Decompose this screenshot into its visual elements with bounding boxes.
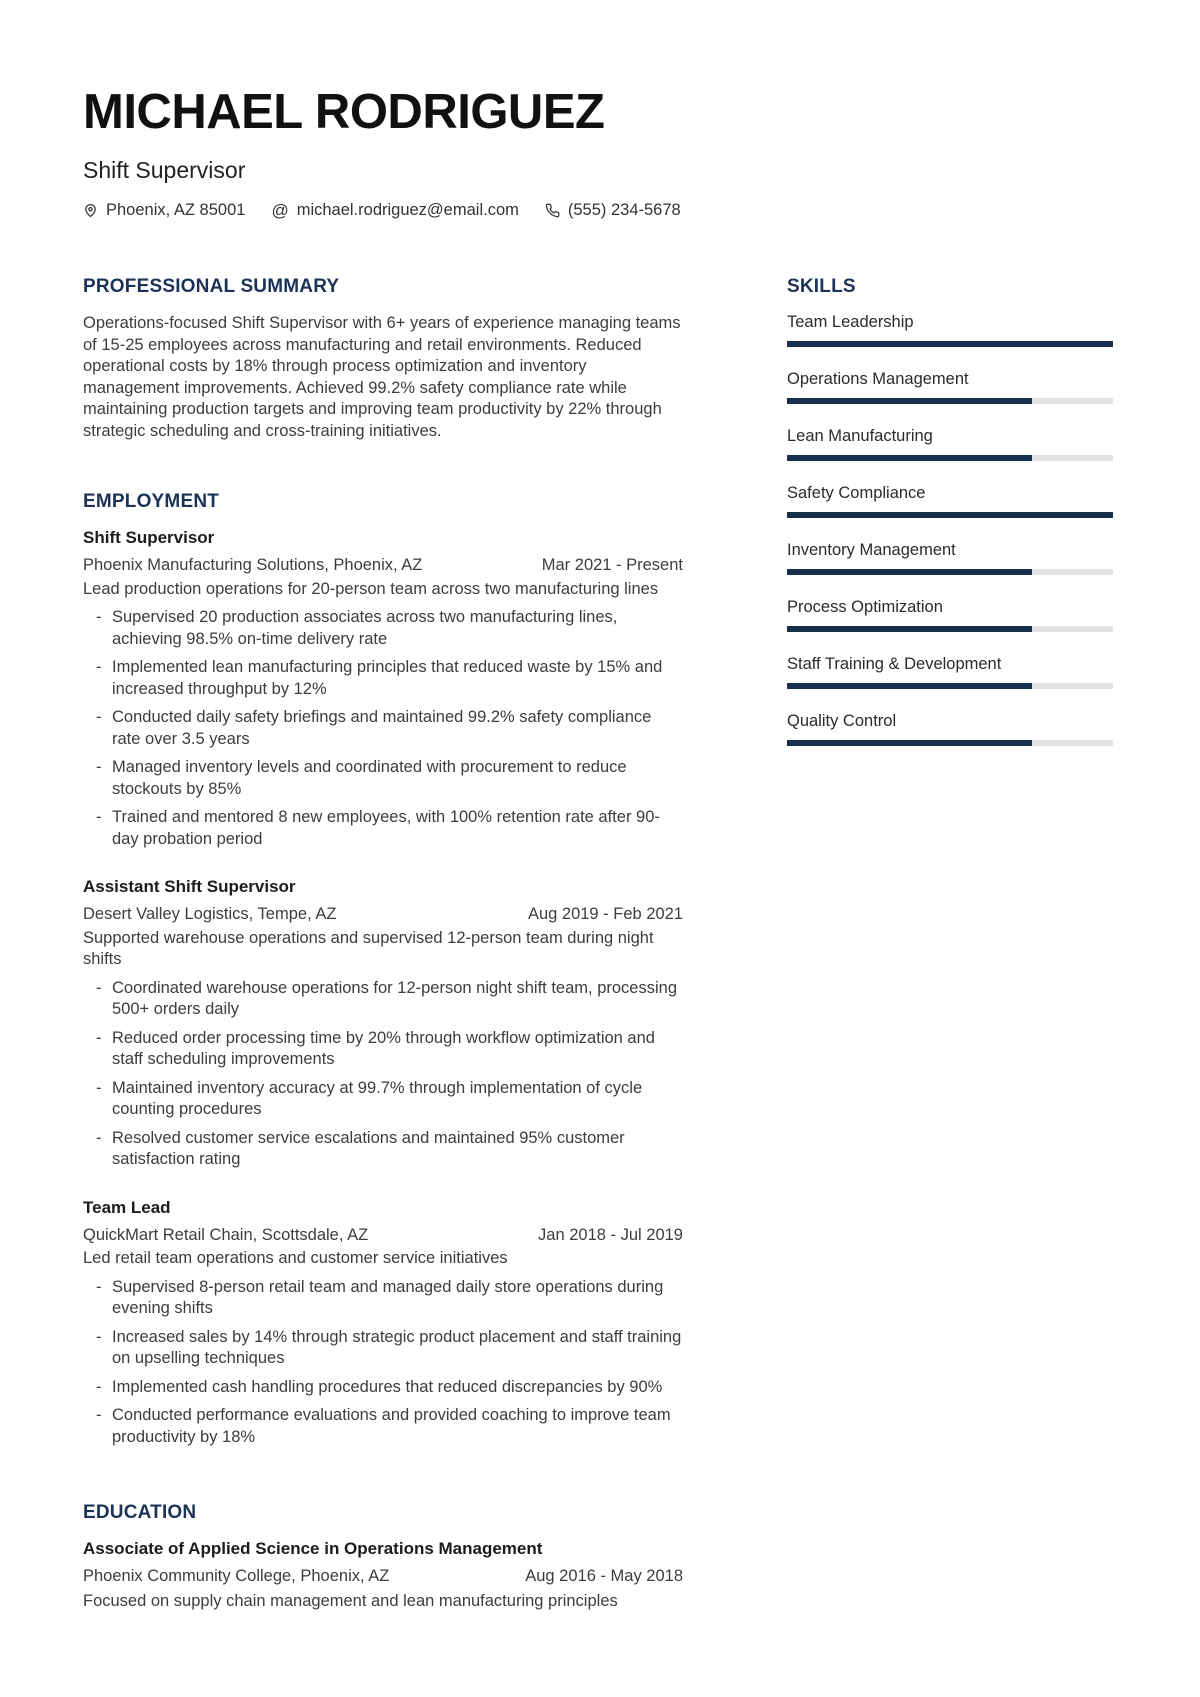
job-company: QuickMart Retail Chain, Scottsdale, AZ (83, 1225, 369, 1244)
skill-bar-track (787, 683, 1113, 689)
contact-phone (545, 201, 681, 220)
skill-label: Team Leadership (787, 313, 914, 332)
skill-item (787, 541, 1113, 575)
location-pin-icon (83, 203, 98, 218)
education-dates: Aug 2016 - May 2018 (525, 1567, 683, 1586)
job-bullet: - Conducted performance evaluations and provided coaching to improve team productivity by 18% (83, 1405, 683, 1448)
job-entry (83, 1198, 683, 1449)
job-bullet-list (83, 1277, 683, 1449)
content-columns (83, 276, 1113, 1612)
contact-location-text: Phoenix, AZ 85001 (106, 201, 246, 220)
person-name: MICHAEL RODRIGUEZ (83, 85, 605, 139)
skill-bar-track (787, 341, 1113, 347)
resume-header (83, 85, 1113, 221)
skill-bar-track (787, 740, 1113, 746)
education-degree: Associate of Applied Science in Operations Management (83, 1539, 543, 1559)
skill-bar-track (787, 455, 1113, 461)
job-title: Shift Supervisor (83, 528, 215, 548)
job-title: Team Lead (83, 1197, 171, 1217)
education-school: Phoenix Community College, Phoenix, AZ (83, 1567, 390, 1586)
skill-label: Lean Manufacturing (787, 427, 933, 446)
job-dates: Mar 2021 - Present (541, 556, 683, 575)
job-bullet-list (83, 978, 683, 1171)
job-bullet: - Conducted daily safety briefings and maintained 99.2% safety compliance rate over 3.5 years (83, 707, 683, 750)
job-bullet: - Implemented lean manufacturing principles that reduced waste by 15% and increased throughput by 12% (83, 657, 683, 700)
job-bullet: - Coordinated warehouse operations for 12-person night shift team, processing 500+ orders daily (83, 978, 683, 1021)
skill-bar-fill (787, 740, 1032, 746)
skill-item (787, 484, 1113, 518)
job-bullet: - Supervised 20 production associates across two manufacturing lines, achieving 98.5% on-time delivery rate (83, 607, 683, 650)
skill-bar-fill (787, 569, 1032, 575)
skill-item (787, 427, 1113, 461)
skill-item (787, 370, 1113, 404)
employment-heading: EMPLOYMENT (83, 491, 220, 513)
job-bullet: - Trained and mentored 8 new employees, with 100% retention rate after 90-day probation period (83, 807, 683, 850)
education-heading: EDUCATION (83, 1502, 197, 1524)
skill-bar-fill (787, 683, 1032, 689)
job-entry (83, 877, 683, 1171)
job-description: Lead production operations for 20-person team across two manufacturing lines (83, 579, 659, 598)
section-employment (83, 491, 683, 1448)
skill-item (787, 313, 1113, 347)
job-bullet: - Resolved customer service escalations and maintained 95% customer satisfaction rating (83, 1128, 683, 1171)
skill-label: Quality Control (787, 712, 897, 731)
contact-email-text: michael.rodriguez@email.com (296, 201, 519, 220)
skill-bar-track (787, 398, 1113, 404)
skill-label: Safety Compliance (787, 484, 926, 503)
contact-row (83, 201, 1113, 220)
job-bullet: - Reduced order processing time by 20% through workflow optimization and staff scheduling improvements (83, 1028, 683, 1071)
skills-heading: SKILLS (787, 276, 856, 298)
phone-icon (545, 203, 560, 218)
skill-bar-fill (787, 398, 1032, 404)
job-company-line (83, 1225, 683, 1247)
job-description: Led retail team operations and customer service initiatives (83, 1249, 508, 1268)
job-description: Supported warehouse operations and supervised 12-person team during night shifts (83, 928, 654, 969)
job-company-line (83, 904, 683, 926)
summary-text: Operations-focused Shift Supervisor with 6+ years of experience managing teams of 15-25 employees across manufacturing and retail environments. Reduced operational costs by 18% through process optimization and inventory management improvements. Achieved 99.2% safety compliance rate while maintaining production targets and improving team productivity by 22% through strategic scheduling and cross-training initiatives. (83, 314, 681, 440)
education-school-line (83, 1566, 683, 1588)
skill-bar-fill (787, 341, 1113, 347)
main-column (83, 276, 683, 1612)
contact-location (83, 201, 245, 220)
person-job-title: Shift Supervisor (83, 157, 246, 183)
contact-email (271, 201, 518, 220)
skill-item (787, 598, 1113, 632)
job-company: Phoenix Manufacturing Solutions, Phoenix, AZ (83, 556, 423, 575)
skill-label: Inventory Management (787, 541, 956, 560)
skill-label: Operations Management (787, 370, 969, 389)
skill-bar-track (787, 569, 1113, 575)
job-title: Assistant Shift Supervisor (83, 877, 296, 897)
section-professional-summary (83, 276, 683, 442)
job-bullet-list (83, 607, 683, 850)
education-description: Focused on supply chain management and lean manufacturing principles (83, 1591, 618, 1610)
job-bullet: - Supervised 8-person retail team and managed daily store operations during evening shifts (83, 1277, 683, 1320)
summary-heading: PROFESSIONAL SUMMARY (83, 276, 340, 298)
skill-label: Process Optimization (787, 598, 943, 617)
skill-bar-track (787, 626, 1113, 632)
job-company: Desert Valley Logistics, Tempe, AZ (83, 905, 337, 924)
job-entry (83, 528, 683, 850)
job-dates: Jan 2018 - Jul 2019 (538, 1225, 683, 1244)
job-bullet: - Maintained inventory accuracy at 99.7% through implementation of cycle counting procedures (83, 1078, 683, 1121)
job-company-line (83, 555, 683, 577)
job-bullet: - Increased sales by 14% through strategic product placement and staff training on upselling techniques (83, 1327, 683, 1370)
skill-item (787, 712, 1113, 746)
skill-bar-track (787, 512, 1113, 518)
job-bullet: - Implemented cash handling procedures that reduced discrepancies by 90% (83, 1377, 683, 1399)
at-sign-icon: @ (271, 201, 289, 221)
job-dates: Aug 2019 - Feb 2021 (527, 905, 683, 924)
skills-column (787, 276, 1113, 1612)
section-education (83, 1502, 683, 1612)
job-bullet: - Managed inventory levels and coordinated with procurement to reduce stockouts by 85% (83, 757, 683, 800)
skill-bar-fill (787, 626, 1032, 632)
skill-bar-fill (787, 512, 1113, 518)
skill-bar-fill (787, 455, 1032, 461)
contact-phone-text: (555) 234-5678 (567, 201, 681, 220)
skill-item (787, 655, 1113, 689)
skill-label: Staff Training & Development (787, 655, 1002, 674)
